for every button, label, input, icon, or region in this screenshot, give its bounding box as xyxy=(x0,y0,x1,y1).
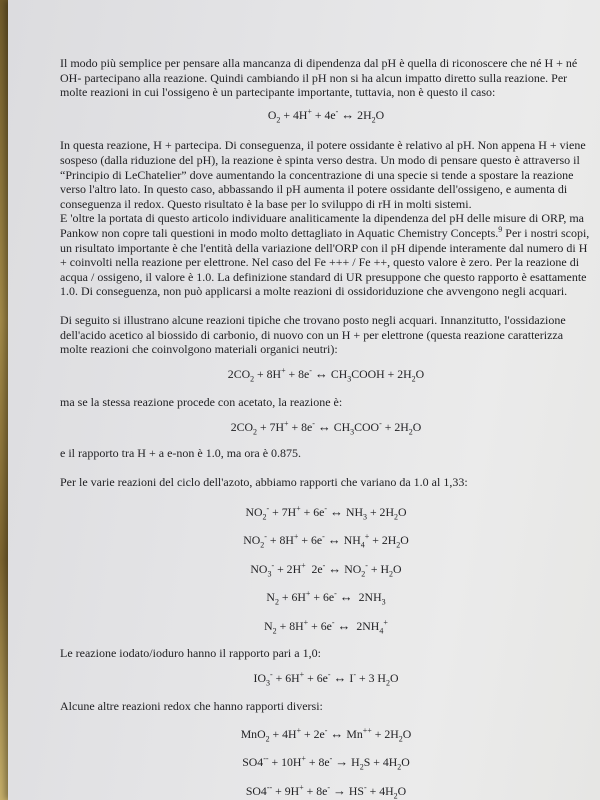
equation-acetic-acid: $2CO_2 + 8H^+ + 8e^-$ ↔ $CH_3COOH + 2H_2O$ xyxy=(227,365,425,384)
equation-nitrogen-1: $NO_2^- + 7H^+ + 6e^-$ ↔ $NH_3 + 2H_2O$ xyxy=(245,503,407,522)
paragraph-3: E 'oltre la portata di questo articolo individuare analiticamente la dipendenza del pH delle misure di ORP, ma Pankow non copre tali questioni in modo molto dettagliato in Aquatic Chemistry Concepts.$^9$ Per i nostri scopi, un risultato importante è che l'entità della variazione dell'ORP con il pH dipende interamente dal numero di H + coinvolti nella reazione per elettrone. Nel caso del Fe +++ / Fe ++, questo valore è zero. Per la reazione di acqua / ossigeno, il valore è 1.0. La definizione standard di UR presuppone che questo rapporto è esattamente 1.0. Di conseguenza, non può applicarsi a molte reazioni di ossidoriduzione che avvengono negli acquari. xyxy=(60,211,590,299)
paragraph-4: Di seguito si illustrano alcune reazioni tipiche che trovano posto negli acquari. Innanzitutto, l'ossidazione dell'acido acetico al biossido di carbonio, di nuovo con un H + per elettrone (questa reazione caratterizza molte reazioni che coinvolgono materiali organici neutri): xyxy=(60,312,566,357)
equation-nitrogen-2: $NO_2^- + 8H^+ + 6e^-$ ↔ $NH_4^+ + 2H_2O$ xyxy=(243,532,409,550)
paragraph-9: Alcune altre reazioni redox che hanno rapporti diversi: xyxy=(60,699,323,714)
paragraph-6: e il rapporto tra H + a e-non è 1.0, ma ora è 0.875. xyxy=(60,446,302,461)
document-page xyxy=(8,0,600,800)
equation-iodate: $IO_3^- + 6H^+ + 6e^-$ ↔ I- + 3 $H_2O$ xyxy=(253,669,399,688)
paragraph-8: Le reazione iodato/ioduro hanno il rapporto pari a 1,0: xyxy=(60,646,321,661)
equation-nitrogen-3: $NO_3^- + 2H^+$ 2e- ↔ $NO_2^- + H_2O$ xyxy=(250,560,402,579)
equation-sulfate-hs: $SO4^{--} + 9H^+ + 8e^- \to HS^- + 4H_2O$ xyxy=(245,782,407,800)
equation-acetate: $2CO_2 + 7H^+ + 8e^-$ ↔ $CH_3COO^- + 2H_2O$ xyxy=(230,418,422,437)
footnote-ref: 9 xyxy=(498,224,503,234)
equation-group-other xyxy=(60,720,592,800)
equation-nitrogen-4: $N_2 + 6H^+ + 6e^-$ ↔ $2NH_3$ xyxy=(266,589,386,607)
paragraph-5: ma se la stessa reazione procede con acetato, la reazione è: xyxy=(60,395,343,410)
document-body xyxy=(60,56,592,800)
background-edge xyxy=(0,0,8,800)
equation-group-nitrogen xyxy=(60,498,592,641)
equation-oxygen: $O_2 + 4H^+ + 4e^-$ ↔ $2H_2O$ xyxy=(267,106,385,125)
paragraph-2: In questa reazione, H + partecipa. Di conseguenza, il potere ossidante è relativo al pH. Non appena H + viene sospeso (dalla riduzione del pH), la reazione è spinta verso destra. Un modo di pensare questo è attraverso il “Principio di LeChatelier” dove aumentando la concentrazione di una specie si tende a spostare la reazione verso l'altro lato. In questo caso, abbassando il pH aumenta il potere ossidante dell'ossigeno, e aumenta di conseguenza il redox. Questo risultato è la base per lo sviluppo di rH in molti sistemi. xyxy=(60,138,586,211)
paragraph-1: Il modo più semplice per pensare alla mancanza di dipendenza dal pH è quella di riconoscere che né H + né OH- partecipano alla reazione. Quindi cambiando il pH non si ha alcun impatto diretto sulla reazione. Per molte reazioni in cui l'ossigeno è un partecipante importante, tuttavia, non è questo il caso: xyxy=(60,56,578,100)
equation-sulfate-h2s: $SO4^{--} + 10H^+ + 8e^- \to H_2S + 4H_2O$ xyxy=(242,754,410,772)
equation-nitrogen-5: $N_2 + 8H^+ + 6e^-$ ↔ $2NH_4^+$ xyxy=(264,617,388,636)
paragraph-7: Per le varie reazioni del ciclo dell'azoto, abbiamo rapporti che variano da 1.0 al 1,33: xyxy=(60,475,468,490)
equation-manganese: MnO$_2$ + 4H+ + 2e- ↔ $Mn^{++} + 2H_2O$ xyxy=(240,725,412,744)
